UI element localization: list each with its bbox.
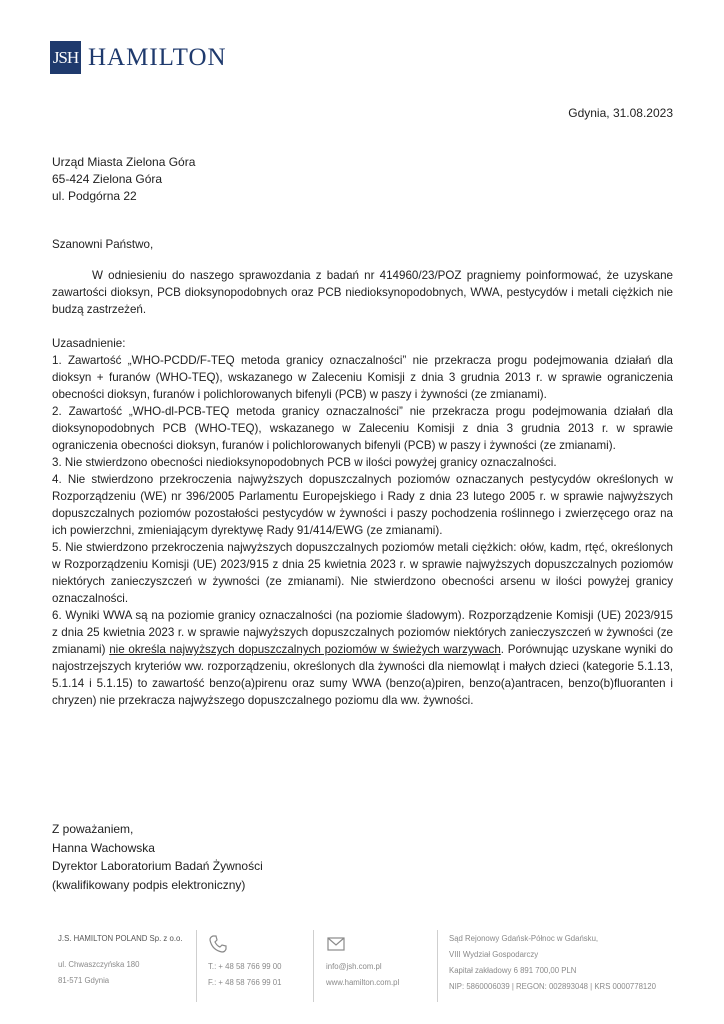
footer-phone-col: [208, 962, 281, 994]
salutation: Szanowni Państwo,: [52, 238, 154, 251]
justification-label: Uzasadnienie:: [52, 337, 126, 350]
recipient-line-1: Urząd Miasta Zielona Góra: [52, 155, 196, 169]
signer-title: Dyrektor Laboratorium Badań Żywności: [52, 859, 263, 873]
footer-divider: [313, 930, 314, 1002]
justification-item-3: 3. Nie stwierdzono obecności niedioksynopodobnych PCB w ilości powyżej granicy oznaczalności.: [52, 456, 557, 469]
intro-paragraph: W odniesieniu do naszego sprawozdania z badań nr 414960/23/POZ pragniemy poinformować, że uzyskane zawartości dioksyn, PCB dioksynopodobnych oraz PCB niedioksynopodobnych, WWA, pestycydów i metali ciężkich nie budzą zastrzeżeń.: [52, 269, 673, 316]
justification-item-1: 1. Zawartość „WHO-PCDD/F-TEQ metoda granicy oznaczalności” nie przekracza progu podejmowania działań dla dioksyn + furanów (WHO-TEQ), wskazanego w Zaleceniu Komisji z dnia 3 grudnia 2013 r. w sprawie ograniczenia obecności dioksyn, furanów i polichlorowanych bifenyli (PCB) w paszy i żywności (ze zmianami).: [52, 354, 673, 401]
footer: [0, 922, 724, 1024]
closing: Z poważaniem,: [52, 822, 134, 836]
recipient-line-3: ul. Podgórna 22: [52, 189, 137, 203]
footer-court-1: Sąd Rejonowy Gdańsk-Północ w Gdańsku,: [449, 934, 599, 943]
justification-item-2: 2. Zawartość „WHO-dl-PCB-TEQ metoda granicy oznaczalności” nie przekracza progu podejmowania działań dla dioksynopodobnych PCB (WHO-TEQ), wskazanego w Zaleceniu Komisji z dnia 3 grudnia 2013 r. w sprawie ograniczenia obecności dioksyn, furanów i polichlorowanych bifenyli (PCB) w paszy i żywności (ze zmianami).: [52, 405, 673, 452]
recipient-address: [52, 154, 195, 205]
signature-block: [52, 820, 263, 894]
recipient-line-2: 65-424 Zielona Góra: [52, 172, 163, 186]
company-logo: [50, 41, 227, 74]
footer-email[interactable]: info@jsh.com.pl: [326, 962, 382, 971]
item-6-text-c: . Porównując uzyskane wyniki do najostrzejszych kryteriów ww. rozporządzeniu, określonych dla żywności dla niemowląt i małych dzieci (kategorie 5.1.13, 5.1.14 i 5.1.15) to zawartość benzo(a)pirenu oraz sumy WWA (benzo(a)piren, benzo(a)antracen, benzo(b)fluoranten i chryzen) nie przekracza najwyższego dopuszczalnego poziomu dla ww. żywności.: [52, 643, 673, 707]
footer-street: ul. Chwaszczyńska 180: [58, 960, 140, 969]
logo-mark: JSH: [50, 41, 81, 74]
envelope-icon: [326, 934, 346, 954]
item-6-text-a: 6. Wyniki WWA są na poziomie granicy oznaczalności (na poziomie śladowym). Rozporządzenie Komisji (UE) 2023/915 z dnia 25 kwietnia 2023 r. w sprawie najwyższych dopuszczalnych poziomów niektórych zanieczyszczeń w żywności (ze zmianami): [52, 609, 673, 656]
letter-date: Gdynia, 31.08.2023: [568, 106, 673, 120]
letter-body: [52, 236, 673, 709]
footer-legal-col: [449, 934, 656, 998]
footer-divider: [196, 930, 197, 1002]
justification-item-5: 5. Nie stwierdzono przekroczenia najwyższych dopuszczalnych poziomów metali ciężkich: ołów, kadm, rtęć, określonych w Rozporządzeniu Komisji (UE) 2023/915 z dnia 25 kwietnia 2023 r. w sprawie najwyższych dopuszczalnych poziomów niektórych zanieczyszczeń w żywności (ze zmianami). Nie stwierdzono obecności arsenu w ilości powyżej granicy oznaczalności.: [52, 541, 673, 605]
logo-brand-name: HAMILTON: [88, 43, 227, 71]
footer-registry-ids: NIP: 5860006039 | REGON: 002893048 | KRS 0000778120: [449, 982, 656, 991]
signer-name: Hanna Wachowska: [52, 840, 155, 855]
footer-contact-col: [326, 962, 399, 994]
footer-court-2: VIII Wydział Gospodarczy: [449, 950, 539, 959]
footer-website[interactable]: www.hamilton.com.pl: [326, 978, 400, 987]
footer-city: 81-571 Gdynia: [58, 976, 110, 985]
justification-item-6: [52, 607, 673, 709]
footer-company-col: [58, 934, 183, 992]
footer-phone: T.: + 48 58 766 99 00: [208, 962, 282, 971]
footer-fax: F.: + 48 58 766 99 01: [208, 978, 282, 987]
footer-divider: [437, 930, 438, 1002]
footer-company: J.S. HAMILTON POLAND Sp. z o.o.: [58, 934, 183, 943]
item-6-underlined-text: nie określa najwyższych dopuszczalnych poziomów w świeżych warzywach: [109, 643, 501, 656]
footer-capital: Kapitał zakładowy 6 891 700,00 PLN: [449, 966, 577, 975]
phone-icon: [208, 934, 228, 954]
signature-note: (kwalifikowany podpis elektroniczny): [52, 877, 246, 892]
justification-item-4: 4. Nie stwierdzono przekroczenia najwyższych dopuszczalnych poziomów oznaczanych pestycydów określonych w Rozporządzeniu (WE) nr 396/2005 Parlamentu Europejskiego i Rady z dnia 23 lutego 2005 r. w sprawie najwyższych dopuszczalnych poziomów pozostałości pestycydów w żywności i paszy pochodzenia roślinnego i zwierzęcego oraz na ich powierzchni, zmieniającym dyrektywę Rady 91/414/EWG (ze zmianami).: [52, 473, 673, 537]
